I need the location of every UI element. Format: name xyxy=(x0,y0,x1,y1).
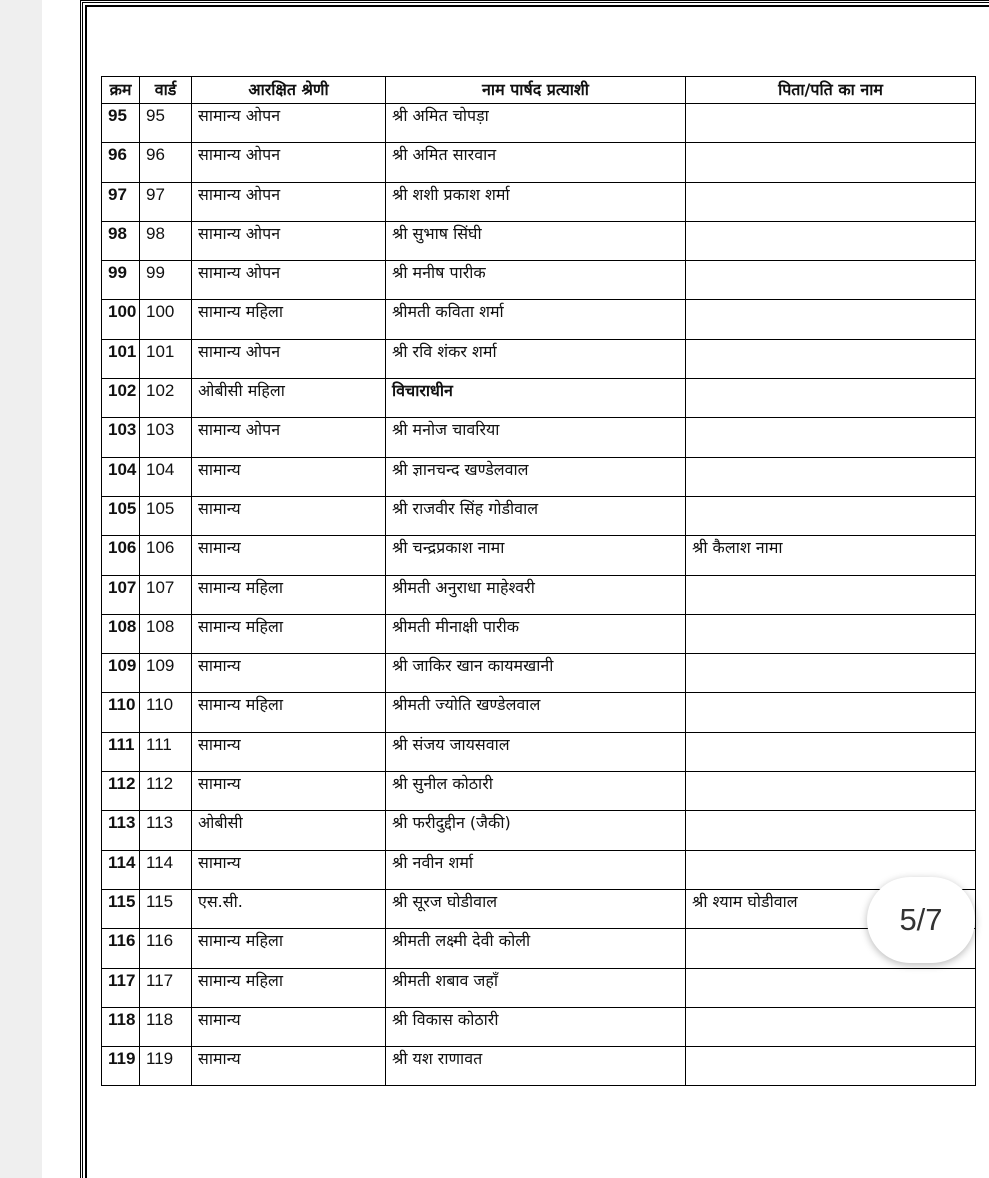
cell-candidate-name: श्री सूरज घोडीवाल xyxy=(386,889,686,928)
cell-candidate-name: श्री ज्ञानचन्द खण्डेलवाल xyxy=(386,457,686,496)
cell-category: सामान्य महिला xyxy=(192,929,386,968)
cell-krm: 111 xyxy=(102,732,140,771)
table-row xyxy=(102,1007,976,1046)
table-row xyxy=(102,221,976,260)
cell-ward: 101 xyxy=(140,339,192,378)
table-row xyxy=(102,536,976,575)
cell-category: सामान्य महिला xyxy=(192,614,386,653)
table-body xyxy=(102,104,976,1086)
cell-candidate-name: श्रीमती ज्योति खण्डेलवाल xyxy=(386,693,686,732)
cell-krm: 118 xyxy=(102,1007,140,1046)
cell-ward: 95 xyxy=(140,104,192,143)
cell-krm: 95 xyxy=(102,104,140,143)
cell-category: सामान्य ओपन xyxy=(192,182,386,221)
cell-candidate-name: श्री मनीष पारीक xyxy=(386,261,686,300)
cell-category: सामान्य xyxy=(192,732,386,771)
cell-krm: 108 xyxy=(102,614,140,653)
cell-father-husband-name xyxy=(686,143,976,182)
cell-father-husband-name xyxy=(686,182,976,221)
cell-krm: 97 xyxy=(102,182,140,221)
cell-krm: 112 xyxy=(102,772,140,811)
cell-father-husband-name xyxy=(686,457,976,496)
cell-category: सामान्य ओपन xyxy=(192,418,386,457)
cell-father-husband-name xyxy=(686,732,976,771)
cell-father-husband-name xyxy=(686,300,976,339)
cell-candidate-name: श्री यश राणावत xyxy=(386,1047,686,1086)
cell-category: सामान्य xyxy=(192,1007,386,1046)
cell-father-husband-name xyxy=(686,614,976,653)
cell-ward: 107 xyxy=(140,575,192,614)
page-indicator-badge: 5/7 xyxy=(867,877,975,963)
cell-ward: 103 xyxy=(140,418,192,457)
cell-category: सामान्य xyxy=(192,536,386,575)
table-row xyxy=(102,418,976,457)
cell-ward: 116 xyxy=(140,929,192,968)
cell-candidate-name: श्री अमित सारवान xyxy=(386,143,686,182)
cell-father-husband-name xyxy=(686,654,976,693)
cell-father-husband-name xyxy=(686,693,976,732)
cell-category: सामान्य xyxy=(192,1047,386,1086)
cell-father-husband-name xyxy=(686,261,976,300)
cell-ward: 98 xyxy=(140,221,192,260)
cell-ward: 104 xyxy=(140,457,192,496)
table-row xyxy=(102,143,976,182)
cell-category: सामान्य महिला xyxy=(192,693,386,732)
table-row xyxy=(102,968,976,1007)
cell-candidate-name: श्री विकास कोठारी xyxy=(386,1007,686,1046)
cell-father-husband-name xyxy=(686,221,976,260)
cell-ward: 113 xyxy=(140,811,192,850)
cell-candidate-name: श्री राजवीर सिंह गोडीवाल xyxy=(386,496,686,535)
cell-krm: 115 xyxy=(102,889,140,928)
table-row xyxy=(102,889,976,928)
cell-ward: 96 xyxy=(140,143,192,182)
cell-candidate-name: श्रीमती लक्ष्मी देवी कोली xyxy=(386,929,686,968)
cell-father-husband-name: श्री श्याम घोडीवाल xyxy=(686,889,976,928)
cell-krm: 105 xyxy=(102,496,140,535)
cell-ward: 97 xyxy=(140,182,192,221)
cell-candidate-name: श्री चन्द्रप्रकाश नामा xyxy=(386,536,686,575)
table-row xyxy=(102,575,976,614)
cell-father-husband-name: श्री कैलाश नामा xyxy=(686,536,976,575)
cell-father-husband-name xyxy=(686,1007,976,1046)
header-father-husband-name: पिता/पति का नाम xyxy=(686,77,976,104)
table-row xyxy=(102,654,976,693)
cell-ward: 110 xyxy=(140,693,192,732)
cell-ward: 119 xyxy=(140,1047,192,1086)
cell-category: एस.सी. xyxy=(192,889,386,928)
cell-candidate-name: श्रीमती मीनाक्षी पारीक xyxy=(386,614,686,653)
cell-category: ओबीसी महिला xyxy=(192,379,386,418)
cell-ward: 109 xyxy=(140,654,192,693)
table-row xyxy=(102,104,976,143)
cell-krm: 116 xyxy=(102,929,140,968)
cell-krm: 101 xyxy=(102,339,140,378)
cell-candidate-name: श्री शशी प्रकाश शर्मा xyxy=(386,182,686,221)
header-krm: क्रम xyxy=(102,77,140,104)
cell-category: सामान्य xyxy=(192,772,386,811)
cell-ward: 112 xyxy=(140,772,192,811)
header-category: आरक्षित श्रेणी xyxy=(192,77,386,104)
cell-candidate-name: श्री अमित चोपड़ा xyxy=(386,104,686,143)
cell-krm: 102 xyxy=(102,379,140,418)
cell-ward: 105 xyxy=(140,496,192,535)
table-row xyxy=(102,929,976,968)
cell-krm: 114 xyxy=(102,850,140,889)
table-row xyxy=(102,496,976,535)
cell-candidate-name: श्री जाकिर खान कायमखानी xyxy=(386,654,686,693)
cell-krm: 119 xyxy=(102,1047,140,1086)
table-row xyxy=(102,457,976,496)
table-row xyxy=(102,772,976,811)
table-row xyxy=(102,732,976,771)
table-row xyxy=(102,339,976,378)
table-row xyxy=(102,379,976,418)
cell-father-husband-name xyxy=(686,968,976,1007)
cell-candidate-name: विचाराधीन xyxy=(386,379,686,418)
cell-krm: 96 xyxy=(102,143,140,182)
cell-father-husband-name xyxy=(686,811,976,850)
cell-ward: 100 xyxy=(140,300,192,339)
header-candidate-name: नाम पार्षद प्रत्याशी xyxy=(386,77,686,104)
cell-ward: 115 xyxy=(140,889,192,928)
cell-krm: 100 xyxy=(102,300,140,339)
cell-candidate-name: श्री नवीन शर्मा xyxy=(386,850,686,889)
table-row xyxy=(102,182,976,221)
cell-ward: 114 xyxy=(140,850,192,889)
cell-candidate-name: श्री मनोज चावरिया xyxy=(386,418,686,457)
cell-krm: 117 xyxy=(102,968,140,1007)
cell-father-husband-name xyxy=(686,772,976,811)
cell-candidate-name: श्री सुभाष सिंघी xyxy=(386,221,686,260)
cell-category: ओबीसी xyxy=(192,811,386,850)
cell-krm: 109 xyxy=(102,654,140,693)
table-row xyxy=(102,811,976,850)
cell-candidate-name: श्रीमती कविता शर्मा xyxy=(386,300,686,339)
cell-ward: 102 xyxy=(140,379,192,418)
cell-category: सामान्य ओपन xyxy=(192,221,386,260)
cell-category: सामान्य महिला xyxy=(192,575,386,614)
cell-category: सामान्य महिला xyxy=(192,968,386,1007)
cell-candidate-name: श्रीमती अनुराधा माहेश्वरी xyxy=(386,575,686,614)
header-ward: वार्ड xyxy=(140,77,192,104)
table-row xyxy=(102,614,976,653)
cell-father-husband-name xyxy=(686,104,976,143)
cell-ward: 106 xyxy=(140,536,192,575)
cell-krm: 98 xyxy=(102,221,140,260)
cell-category: सामान्य ओपन xyxy=(192,143,386,182)
cell-father-husband-name xyxy=(686,1047,976,1086)
cell-category: सामान्य xyxy=(192,850,386,889)
cell-ward: 117 xyxy=(140,968,192,1007)
cell-krm: 104 xyxy=(102,457,140,496)
table-row xyxy=(102,850,976,889)
cell-ward: 111 xyxy=(140,732,192,771)
cell-candidate-name: श्री संजय जायसवाल xyxy=(386,732,686,771)
cell-category: सामान्य ओपन xyxy=(192,104,386,143)
cell-father-husband-name xyxy=(686,339,976,378)
candidate-table xyxy=(101,76,976,1086)
cell-candidate-name: श्री रवि शंकर शर्मा xyxy=(386,339,686,378)
cell-ward: 118 xyxy=(140,1007,192,1046)
table-row xyxy=(102,693,976,732)
cell-ward: 108 xyxy=(140,614,192,653)
cell-category: सामान्य ओपन xyxy=(192,261,386,300)
cell-krm: 106 xyxy=(102,536,140,575)
cell-category: सामान्य महिला xyxy=(192,300,386,339)
cell-category: सामान्य xyxy=(192,457,386,496)
cell-candidate-name: श्रीमती शबाव जहाँ xyxy=(386,968,686,1007)
cell-category: सामान्य xyxy=(192,496,386,535)
cell-father-husband-name xyxy=(686,496,976,535)
cell-candidate-name: श्री सुनील कोठारी xyxy=(386,772,686,811)
cell-father-husband-name xyxy=(686,575,976,614)
table-header-row xyxy=(102,77,976,104)
cell-krm: 99 xyxy=(102,261,140,300)
cell-father-husband-name xyxy=(686,379,976,418)
cell-krm: 110 xyxy=(102,693,140,732)
cell-category: सामान्य xyxy=(192,654,386,693)
cell-krm: 103 xyxy=(102,418,140,457)
cell-category: सामान्य ओपन xyxy=(192,339,386,378)
cell-candidate-name: श्री फरीदुद्दीन (जैकी) xyxy=(386,811,686,850)
cell-krm: 113 xyxy=(102,811,140,850)
viewer-margin xyxy=(0,0,42,1178)
cell-ward: 99 xyxy=(140,261,192,300)
table-row xyxy=(102,261,976,300)
table-row xyxy=(102,300,976,339)
cell-father-husband-name xyxy=(686,418,976,457)
table-row xyxy=(102,1047,976,1086)
cell-krm: 107 xyxy=(102,575,140,614)
